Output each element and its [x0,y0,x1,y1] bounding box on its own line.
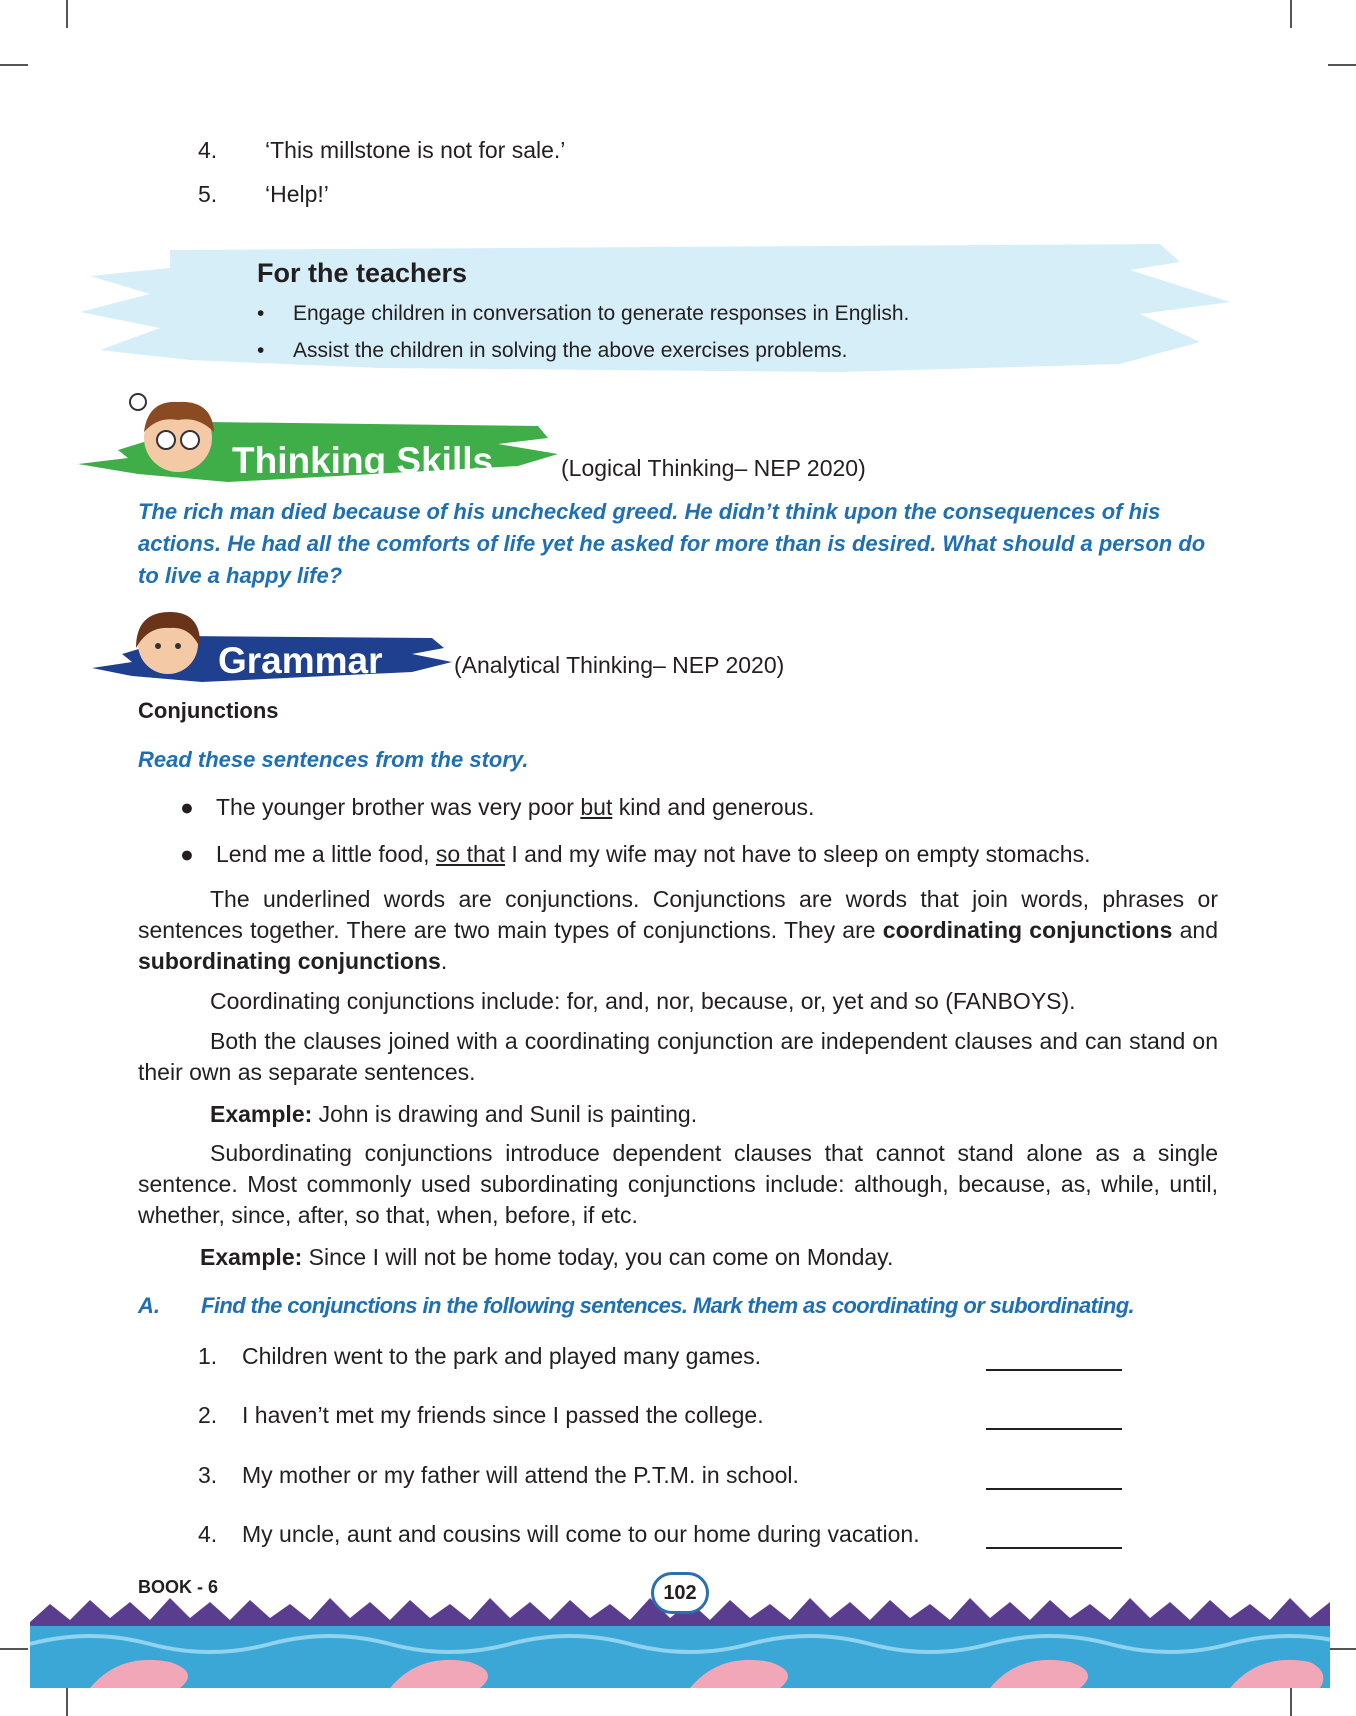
crop-mark [1328,1648,1356,1650]
exercise-item: 1. Children went to the park and played many games. [198,1343,762,1369]
conjunctions-heading: Conjunctions [138,698,279,723]
list-item-text: ‘This millstone is not for sale.’ [265,137,566,163]
read-instruction: Read these sentences from the story. [138,747,529,772]
example-sentence [180,794,814,821]
list-item-number: 4. [198,137,218,163]
crop-mark [66,0,68,28]
answer-blank[interactable] [986,1546,1122,1549]
crop-mark [1290,0,1292,28]
teachers-item-text: Engage children in conversation to generate responses in English. [293,302,910,325]
paragraph-independent: Both the clauses joined with a coordinating conjunction are independent clauses and can stand on their own as separate sentences. [138,1028,1218,1085]
bullet: ● [180,794,194,820]
bullet: • [257,339,265,362]
thinking-nep-tag: (Logical Thinking– NEP 2020) [561,455,866,481]
crop-mark [66,1688,68,1716]
exercise-item: 3. My mother or my father will attend the P.T.M. in school. [198,1462,799,1488]
crop-mark [1290,1688,1292,1716]
bullet: • [257,302,265,325]
underlined-conjunction: but [580,794,613,820]
exercise-item: 4. My uncle, aunt and cousins will come to our home during vacation. [198,1521,920,1547]
exercise-label: A. [138,1293,160,1318]
crop-mark [1328,64,1356,66]
example-1: Example: John is drawing and Sunil is painting. [210,1101,698,1127]
sentence-text: Lend me a little food, [216,841,436,867]
crop-mark [0,64,28,66]
page-number: 102 [651,1572,709,1614]
thinking-skills-label: Thinking Skills [232,440,494,481]
footer-book-label: BOOK - 6 [138,1577,219,1597]
answer-blank[interactable] [986,1368,1122,1371]
answer-blank[interactable] [986,1487,1122,1490]
paragraph-coordinating: Coordinating conjunctions include: for, and, nor, because, or, yet and so (FANBOYS). [210,988,1076,1014]
exercise-item: 2. I haven’t met my friends since I passed the college. [198,1402,764,1428]
list-item-text: ‘Help!’ [265,181,329,207]
teachers-item-text: Assist the children in solving the above exercises problems. [293,339,848,362]
teachers-item [257,302,909,326]
underlined-conjunction: so that [435,841,505,867]
example-2: Example: Since I will not be home today, you can come on Monday. [200,1244,894,1270]
sentence-text: The younger brother was very poor [216,794,574,820]
sentence-text: I and my wife may not have to sleep on empty stomachs. [504,841,1091,867]
list-item-number: 5. [198,181,218,207]
sentence-text: kind and generous. [612,794,815,820]
teachers-title: For the teachers [257,258,468,288]
paragraph-intro: The underlined words are conjunctions. Conjunctions are words that join words, phrases or sentences together. There are two main types of conjunctions. They are coordinating conjunctions and subordinating conjunctions. [138,886,1218,974]
thinking-question: The rich man died because of his unchecked greed. He didn’t think upon the consequences of his actions. He had all the comforts of life yet he asked for more than is desired. What should a person do to live a happy life? [138,499,1206,588]
bullet: ● [180,841,194,867]
paragraph-subordinating: Subordinating conjunctions introduce dependent clauses that cannot stand alone as a single sentence. Most commonly used subordinating conjunctions include: although, because, as, while, until, whether, since, after, so that, when, before, if etc. [138,1140,1218,1228]
grammar-label: Grammar [218,640,383,681]
example-sentence [180,841,1090,868]
teachers-item [257,339,847,363]
exercise-instruction: Find the conjunctions in the following sentences. Mark them as coordinating or subordinating. [201,1293,1135,1318]
crop-mark [0,1648,28,1650]
grammar-nep-tag: (Analytical Thinking– NEP 2020) [454,652,785,678]
answer-blank[interactable] [986,1427,1122,1430]
